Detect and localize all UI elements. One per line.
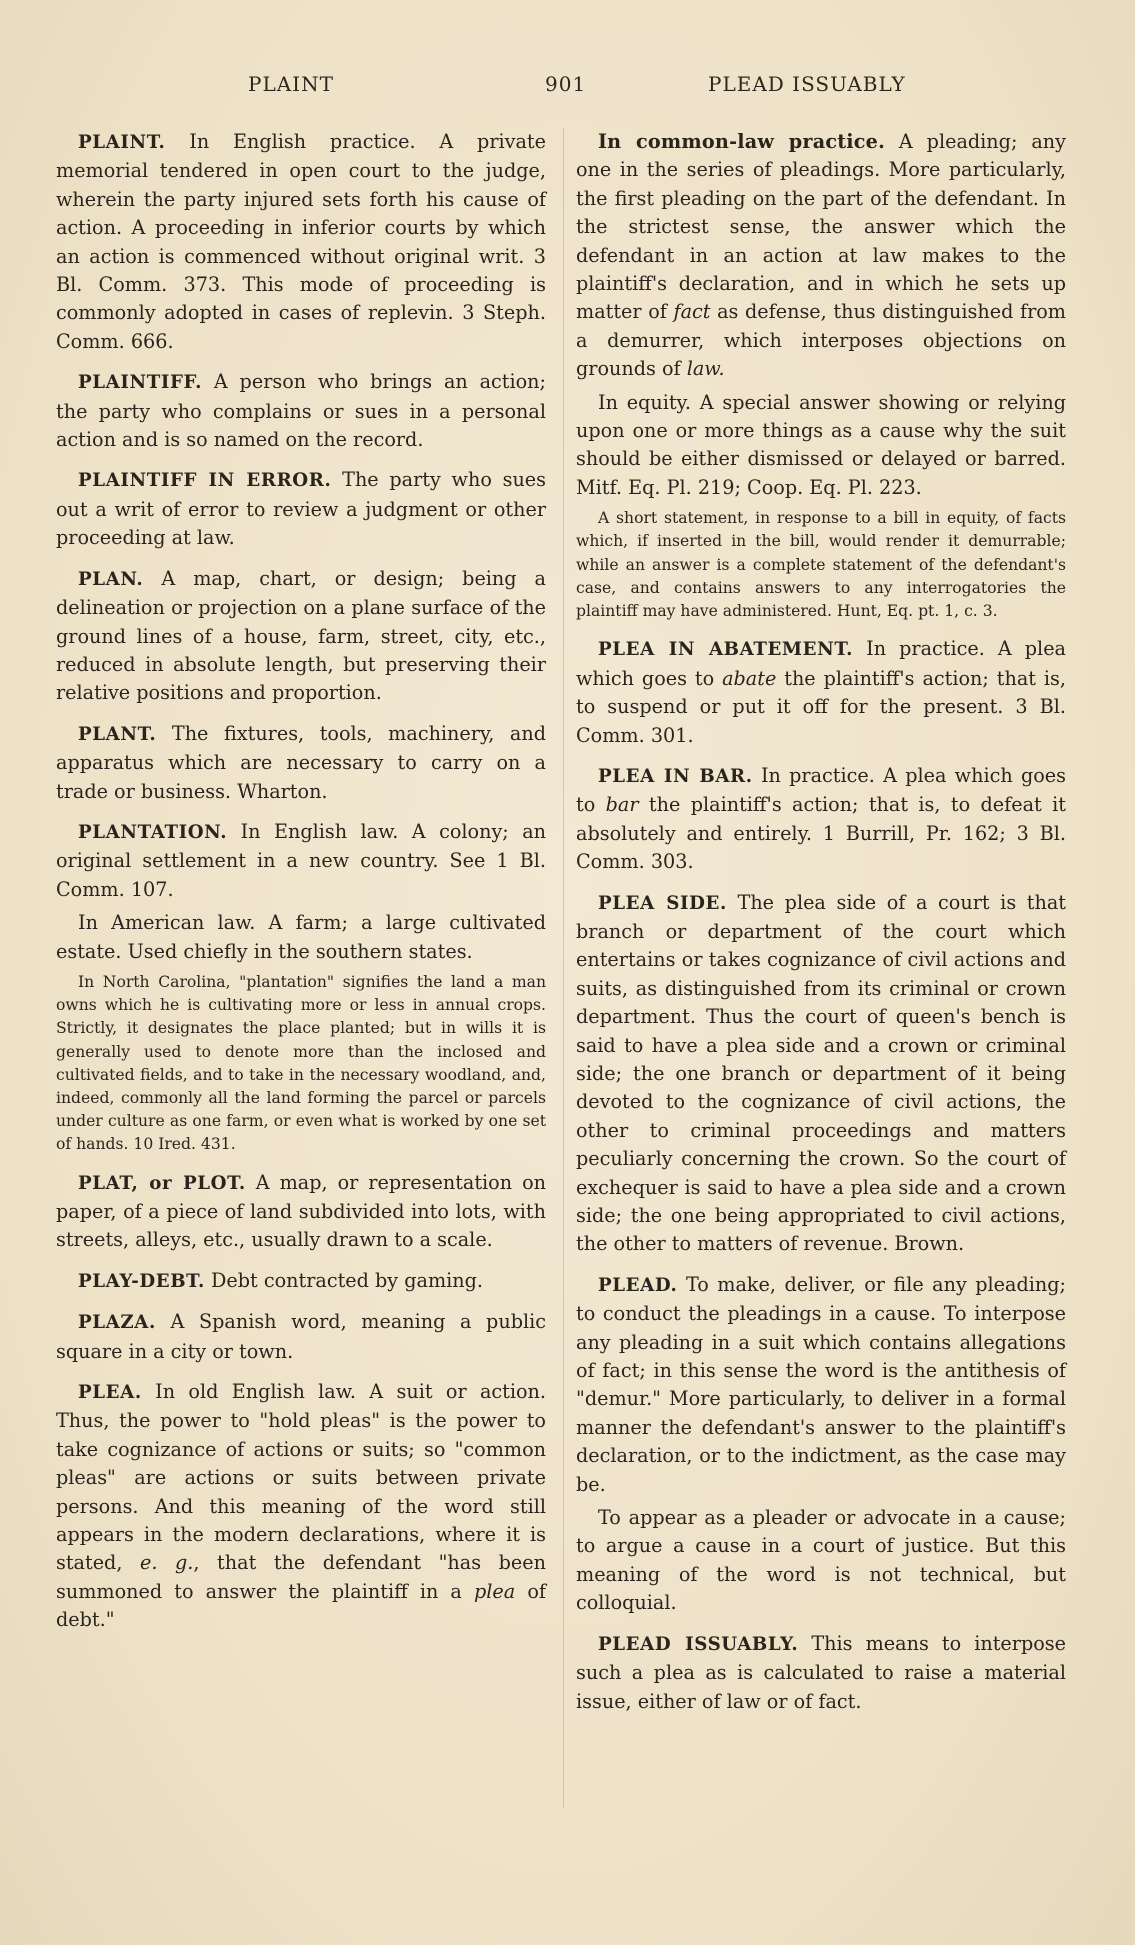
entry-term: PLAINT.: [78, 132, 166, 153]
running-head-right: PLEAD ISSUABLY: [708, 72, 906, 96]
entry-italic: bar: [605, 793, 639, 817]
entry-plaint: [56, 128, 546, 356]
entry-text: The party who sues out a writ of error to review a judgment or other proceeding at law.: [56, 468, 546, 550]
entry-term: PLAY-DEBT.: [78, 1270, 205, 1292]
entry-term: PLANT.: [78, 723, 157, 745]
page-number: 901: [545, 72, 587, 96]
entry-text: as defense, thus distinguished from a demurrer, which interposes objections on grounds of: [576, 300, 1066, 381]
entry-play-debt: [56, 1267, 546, 1296]
entry-italic: fact: [673, 300, 711, 324]
entry-lead: In common-law practice.: [598, 130, 885, 153]
running-head: [0, 72, 1135, 108]
entry-text: The fixtures, tools, machinery, and apparatus which are necessary to carry on a trade or business. Wharton.: [56, 721, 546, 803]
left-column: [56, 128, 546, 1647]
entry-plea-in-bar: [576, 762, 1066, 877]
entry-plea: [56, 1378, 546, 1635]
entry-plead-issuably: [576, 1630, 1066, 1716]
entry-plaintiff-in-error: [56, 466, 546, 552]
entry-text: A map, chart, or design; being a delineation or projection on a plane surface of the ground lines of a house, farm, street, city, etc., reduced in absolute length, but preserving their relative positions and proportion.: [56, 566, 547, 705]
entry-italic: abate: [722, 666, 777, 690]
entry-term: PLAZA.: [78, 1312, 156, 1334]
entry-term: PLAN.: [78, 568, 144, 590]
entry-text: A map, or representation on paper, of a piece of land subdivided into lots, with streets, alleys, etc., usually drawn to a scale.: [56, 1170, 546, 1252]
entry-text: This means to interpose such a plea as is calculated to raise a material issue, either of law or of fact.: [576, 1631, 1066, 1713]
column-divider: [563, 128, 564, 1808]
note-text: In North Carolina, "plantation" signifies the land a man owns which he is cultivating more or less in annual crops. Strictly, it designates the place planted; but in wills it is generally used to denote more than the inclosed and cultivated fields, and to take in the necessary woodland, and, indeed, commonly all the land forming the parcel or parcels under culture as one farm, or even what is worked by one set of hands. 10 Ired. 431.: [56, 972, 546, 1154]
entry-plea-equity-note: [576, 507, 1066, 623]
entry-text: the plaintiff's action; that is, to defeat it absolutely and entirely. 1 Burrill, Pr. 162; 3 Bl. Comm. 303.: [576, 793, 1066, 874]
entry-plea-side: [576, 889, 1066, 1259]
entry-text: In old English law. A suit or action. Thus, the power to "hold pleas" is the power to take cognizance of actions or suits; so "common pleas" are actions or suits between private persons. And this meaning of the word still appears in the modern declarations, where it is stated,: [56, 1380, 546, 1575]
entry-term: PLEA.: [78, 1382, 142, 1404]
entry-text: A person who brings an action; the party who complains or sues in a personal action and is so named on the record.: [56, 370, 546, 452]
entry-text: In English law. A colony; an original settlement in a new country. See 1 Bl. Comm. 107.: [56, 819, 546, 901]
entry-plea-in-abatement: [576, 635, 1066, 750]
entry-term: PLEAD ISSUABLY.: [598, 1633, 799, 1655]
entry-plantation-note: [56, 971, 546, 1157]
entry-plaza: [56, 1308, 546, 1366]
entry-plaintiff: [56, 368, 546, 454]
entry-text: the plaintiff's action; that is, to suspend or put it off for the present. 3 Bl. Comm. 301.: [576, 666, 1066, 747]
entry-plan: [56, 565, 546, 708]
entry-text: The plea side of a court is that branch or department of the court which entertains or takes cognizance of civil actions and suits, as distinguished from its criminal or crown department. Thus the court of queen's bench is said to have a plea side and a crown or criminal side; the one branch or department of it being devoted to the cognizance of civil actions, the other to criminal proceedings and matters peculiarly concerning the crown. So the court of exchequer is said to have a plea side and a crown side; the one being appropriated to civil actions, the other to matters of revenue. Brown.: [576, 890, 1067, 1256]
entry-plea-common-law: [576, 128, 1066, 384]
entry-text: , that the defendant "has been summoned to answer the plaintiff in a: [56, 1551, 546, 1603]
entry-plant: [56, 720, 546, 806]
entry-text: A Spanish word, meaning a public square in a city or town.: [56, 1310, 546, 1363]
entry-text: of debt.": [56, 1579, 546, 1632]
entry-text: In practice. A plea which goes to: [576, 763, 1066, 817]
entry-plantation-american: [56, 909, 546, 966]
entry-term: PLANTATION.: [78, 821, 228, 843]
entry-term: PLAT, or PLOT.: [78, 1172, 246, 1194]
note-text: A short statement, in response to a bill in equity, of facts which, if inserted in the bill, would render it demurrable; while an answer is a complete statement of the defendant's case, and contains answers to any interrogatories the plaintiff may have administered. Hunt, Eq. pt. 1, c. 3.: [576, 509, 1066, 621]
entry-text: Debt contracted by gaming.: [211, 1268, 484, 1292]
entry-term: PLEA IN BAR.: [598, 765, 753, 787]
entry-plea-equity: [576, 389, 1066, 503]
entry-term: PLEA IN ABATEMENT.: [598, 639, 854, 661]
entry-term: PLEA SIDE.: [598, 892, 727, 914]
entry-term: PLEAD.: [598, 1274, 678, 1296]
entry-text: In practice. A plea which goes to: [576, 637, 1066, 690]
entry-plantation: [56, 818, 546, 904]
entry-italic: plea: [474, 1579, 516, 1603]
running-head-left: PLAINT: [248, 72, 334, 96]
entry-text: To appear as a pleader or advocate in a cause; to argue a cause in a court of justice. But this meaning of the word is not technical, but colloquial.: [576, 1506, 1066, 1615]
right-column: [576, 128, 1066, 1728]
entry-term: PLAINTIFF.: [78, 372, 203, 394]
entry-term: PLAINTIFF IN ERROR.: [78, 470, 332, 492]
entry-text: In American law. A farm; a large cultivated estate. Used chiefly in the southern states.: [56, 911, 546, 963]
entry-plead: [576, 1271, 1066, 1499]
entry-text: To make, deliver, or file any pleading; to conduct the pleadings in a cause. To interpose any pleading in a suit which contains allegations of fact; in this sense the word is the antithesis of "demur." More particularly, to deliver in a formal manner the defendant's answer to the plaintiff's declaration, or to the indictment, as the case may be.: [576, 1272, 1066, 1496]
entry-text: In English practice. A private memorial tendered in open court to the judge, wherein the party injured sets forth his cause of action. A proceeding in inferior courts by which an action is commenced without original writ. 3 Bl. Comm. 373. This mode of proceeding is commonly adopted in cases of replevin. 3 Steph. Comm. 666.: [56, 130, 546, 353]
entry-plead-advocate: [576, 1504, 1066, 1618]
entry-plat: [56, 1169, 546, 1255]
entry-text: A pleading; any one in the series of pleadings. More particularly, the first pleading on the part of the defendant. In the strictest sense, the answer which the defendant in an action at law makes to the plaintiff's declaration, and in which he sets up matter of: [576, 130, 1066, 324]
entry-italic: e. g.: [140, 1551, 194, 1575]
entry-italic: law.: [686, 357, 725, 381]
entry-text: In equity. A special answer showing or relying upon one or more things as a cause why the suit should be either dismissed or delayed or barred. Mitf. Eq. Pl. 219; Coop. Eq. Pl. 223.: [576, 390, 1066, 499]
